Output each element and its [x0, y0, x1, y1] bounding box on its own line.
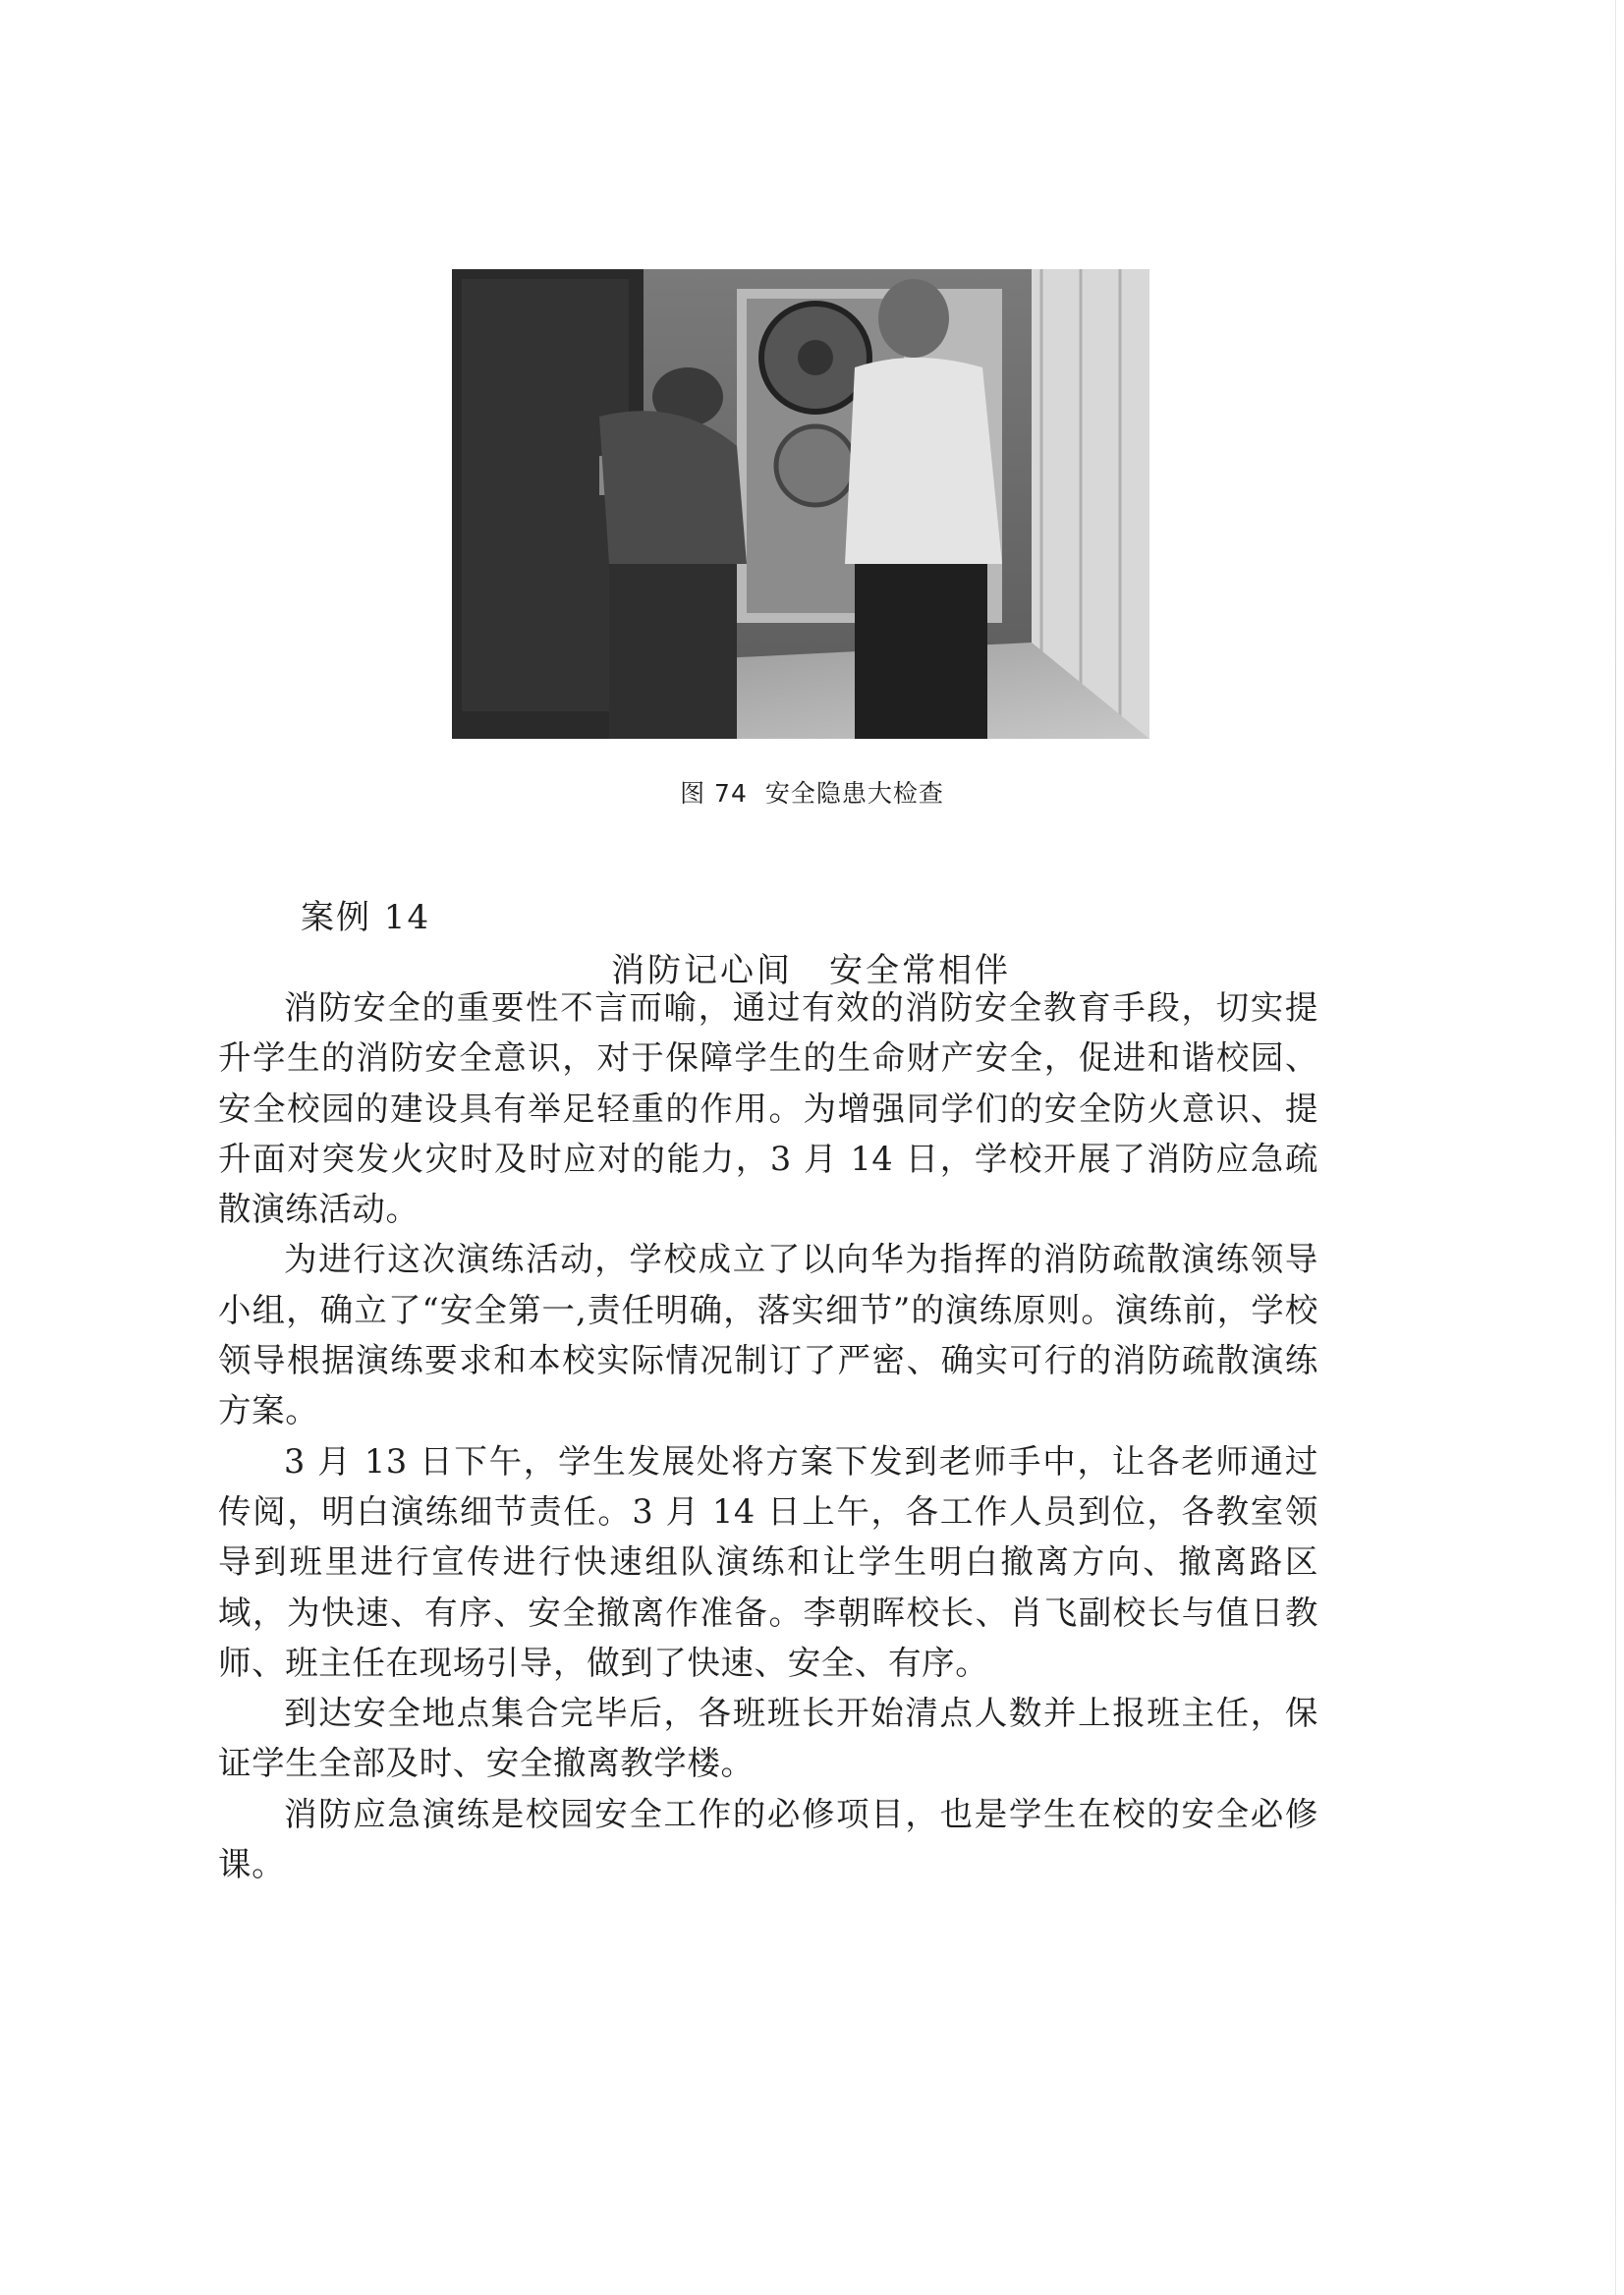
- figure-caption: [0, 774, 1624, 810]
- paragraph: 消防安全的重要性不言而喻，通过有效的消防安全教育手段，切实提升学生的消防安全意识，对于保障学生的生命财产安全，促进和谐校园、安全校园的建设具有举足轻重的作用。为增强同学们的安全防火意识、提升面对突发火灾时及时应对的能力，3 月 14 日，学校开展了消防应急疏散演练活动。: [218, 988, 1318, 1229]
- paragraph: 3 月 13 日下午，学生发展处将方案下发到老师手中，让各老师通过传阅，明白演练细节责任。3 月 14 日上午，各工作人员到位，各教室领导到班里进行宣传进行快速组队演练和让学生明白撤离方向、撤离路区域，为快速、有序、安全撤离作准备。李朝晖校长、肖飞副校长与值日教师、班主任在现场引导，做到了快速、安全、有序。: [218, 1441, 1318, 1682]
- paragraph: 消防应急演练是校园安全工作的必修项目，也是学生在校的安全必修课。: [218, 1794, 1318, 1884]
- case-label: 案例 14: [301, 898, 431, 937]
- scan-edge-line: [1615, 0, 1616, 2295]
- paragraph: 到达安全地点集合完毕后，各班班长开始清点人数并上报班主任，保证学生全部及时、安全撤离教学楼。: [218, 1694, 1318, 1783]
- paragraph: 为进行这次演练活动，学校成立了以向华为指挥的消防疏散演练领导小组，确立了“安全第一,责任明确，落实细节”的演练原则。演练前，学校领导根据演练要求和本校实际情况制订了严密、确实可行的消防疏散演练方案。: [218, 1240, 1318, 1430]
- article-body: [218, 982, 1318, 1889]
- figure-number: 图 74: [680, 779, 748, 808]
- inspection-photo: [452, 269, 1149, 739]
- photo-scene: [452, 269, 1149, 739]
- figure-caption-text: 安全隐患大检查: [764, 779, 944, 808]
- article-title: 消防记心间 安全常相伴: [611, 951, 1011, 990]
